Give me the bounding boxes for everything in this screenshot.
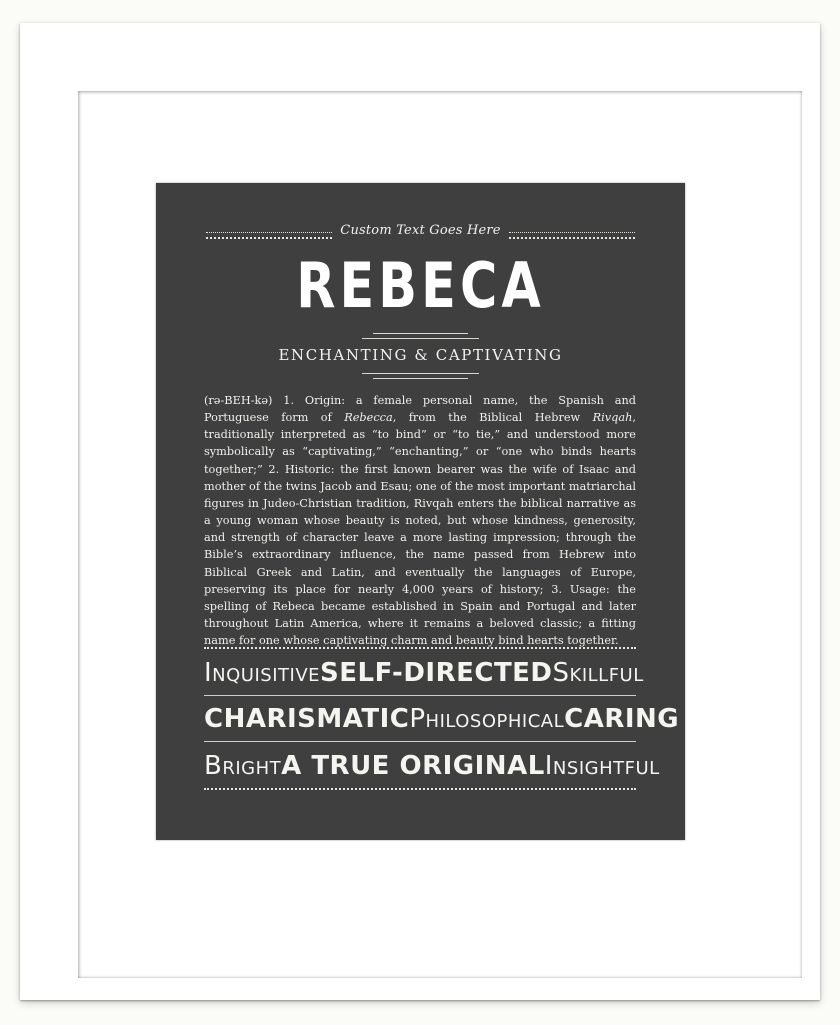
- rule-lower-long: [362, 373, 479, 374]
- trait-word: Philosophical: [409, 704, 565, 734]
- custom-text-row: [206, 221, 635, 247]
- trait-word: SELF-DIRECTED: [320, 658, 553, 688]
- name-print: [156, 183, 685, 840]
- trait-word: CARING: [564, 704, 680, 734]
- definition-text-3: , traditionally interpreted as “to bind” or “to tie,” and understood more symbolically as “captivating,” “enchanting,” or “one who binds hearts together;” 2. Historic: the first known bearer was the wife of Isaac and mother of the twins Jacob and Esau; one of the most important matriarchal figures in Judeo-Christian tradition, Rivqah enters the biblical narrative as a young woman whose beauty is noted, but whose kindness, generosity, and strength of character leave a more lasting impression; through the Bible’s extraordinary influence, the name passed from Hebrew into Biblical Greek and Latin, and eventually the languages of Europe, preserving its place for nearly 4,000 years of history; 3. Usage: the spelling of Rebeca became established in Spain and Portugal and later throughout Latin America, where it remains a beloved classic; a fitting name for one whose captivating charm and beauty bind hearts together.: [204, 411, 636, 648]
- dotted-divider-right: [509, 237, 635, 239]
- trait-word: Inquisitive: [204, 658, 321, 688]
- traits-dotted-top: [204, 647, 636, 649]
- rule-upper-short: [373, 333, 468, 334]
- name-tagline: ENCHANTING & CAPTIVATING: [278, 346, 563, 364]
- definition-text-1: 1. Origin: a female personal name, the Spanish and Portuguese form of: [204, 394, 636, 425]
- definition-italic-2: Rivqah: [592, 411, 633, 425]
- pronunciation: (rə-BEH-kə): [204, 394, 273, 407]
- definition-italic-1: Rebecca: [344, 411, 393, 425]
- name-title: REBECA: [296, 249, 545, 322]
- custom-text: Custom Text Goes Here: [340, 223, 501, 238]
- traits-dotted-bottom: [204, 788, 636, 790]
- rule-upper-long: [362, 338, 479, 339]
- trait-row-3: [204, 749, 660, 783]
- definition-text-2: , from the Biblical Hebrew: [392, 411, 593, 425]
- trait-word: Insightful: [544, 751, 660, 781]
- trait-word: CHARISMATIC: [204, 704, 410, 734]
- trait-word: A TRUE ORIGINAL: [281, 751, 545, 781]
- trait-row-2: [204, 702, 680, 736]
- trait-word: Bright: [204, 751, 282, 781]
- trait-word: Skillful: [552, 658, 644, 688]
- name-definition: [204, 392, 636, 649]
- traits-separator-2: [204, 741, 636, 742]
- traits-separator-1: [204, 695, 636, 696]
- rule-lower-short: [373, 378, 468, 379]
- dotted-divider-right-thin: [509, 232, 635, 233]
- trait-row-1: [204, 656, 644, 690]
